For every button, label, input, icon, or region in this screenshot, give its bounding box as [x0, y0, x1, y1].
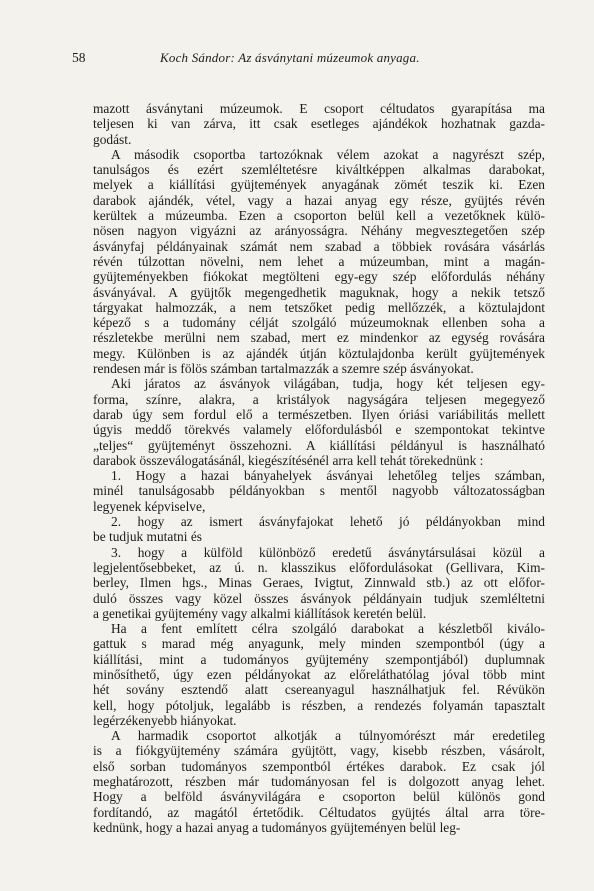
paragraph-start-line: Aki járatos az ásványok világában, tudja, hogy két teljesen egy-: [111, 376, 545, 392]
paragraph-start-line: A harmadik csoportot alkotják a túlnyomórészt már eredetileg: [111, 728, 545, 744]
text-line: teljesen ki van zárva, itt csak esetleges ajándékok hozhatnak gazda-: [93, 116, 545, 132]
text-line: megy. Különben is az ajándék útján köztulajdonba került gyüjtemények: [93, 345, 545, 361]
text-line: tanulságos és ezért szemléltetésre kiváltképpen alkalmas darabokat,: [93, 162, 545, 178]
text-line: nösen nagyon vigyázni az arányosságra. Néhány megvesztegetően szép: [93, 223, 545, 239]
text-line: „teljes“ gyüjteményt összehozni. A kiállítási példányul is használható: [93, 437, 545, 453]
text-line: ásványfaj példányainak számát nem szabad a többiek rovására vásárlás: [93, 238, 545, 254]
text-line: hét sovány esztendő alatt csereanyagul használhatjuk fel. Révükön: [93, 682, 545, 698]
text-line: révén túlzottan növelni, nem lehet a múzeumban, mint a magán-: [93, 253, 545, 269]
text-line: ásványával. A gyüjtők megengedhetik maguknak, hogy a nekik tetsző: [93, 284, 545, 300]
text-line: darabok összeválogatásánál, kiegészítésénél arra kell tehát törekednünk :: [93, 452, 484, 468]
text-line: duló összes vagy közel összes ásványok példányain tudjuk szemléltetni: [93, 590, 545, 606]
text-line: tárgyakat halmozzák, a nem tetszőket pedig mellőzzék, a köztulajdont: [93, 299, 545, 315]
text-line: úgyis meddő törekvés valamely előfordulásból e szempontokat tekintve: [93, 422, 545, 438]
text-line: darab úgy sem fordul elő a természetben. Ilyen óriási variábilitás mellett: [93, 406, 545, 422]
text-line: minél tanulságosabb példányokban s mentől nagyobb változatosságban: [93, 483, 545, 499]
text-line: Hogy a belföld ásványvilágára e csoporton belül különös gond: [93, 789, 545, 805]
text-line: kiállítási, mint a tudományos gyüjtemény szempontjából) duplumnak: [93, 651, 545, 667]
text-line: a genetikai gyüjtemény vagy alkalmi kiállítások keretén belül.: [93, 605, 427, 621]
page-header: [72, 50, 542, 70]
text-line: legérzékenyebb hiányokat.: [93, 712, 237, 728]
text-line: legyenek képviselve,: [93, 498, 206, 514]
list-item-line: 3. hogy a külföld különböző eredetű ásványtársulásai közül a: [111, 544, 545, 560]
text-line: gyüjteményekben fiókokat megtölteni egy-egy szép előfordulás néhány: [93, 269, 545, 285]
text-line: fordítandó, az magától értetődik. Céltudatos gyüjtés által arra töre-: [93, 804, 545, 820]
paragraph-start-line: Ha a fent említett célra szolgáló darabokat a készletből kiválo-: [111, 621, 545, 637]
text-line: legjelentősebbeket, az ú. n. klasszikus előfordulásokat (Gellivara, Kim-: [93, 559, 545, 575]
page-number: 58: [72, 50, 86, 65]
text-line: berley, Ilmen hgs., Minas Geraes, Ivigtut, Zinnwald stb.) az ott előfor-: [93, 575, 545, 591]
list-item-line: 2. hogy az ismert ásványfajokat lehető jó példányokban mind: [111, 514, 545, 530]
text-line: kell, hogy pótoljuk, legalább is részben, a rendezés folyamán tapasztalt: [93, 697, 545, 713]
body-text: [93, 101, 545, 835]
text-line: rendesen már is fölös számban tartalmazzák a szemre szép ásványokat.: [93, 361, 474, 377]
text-line: meghatározott, részben már tudományosan fel is dolgozott anyag lehet.: [93, 774, 545, 790]
running-title: Koch Sándor: Az ásványtani múzeumok anyaga.: [160, 50, 420, 65]
text-line: forma, színre, alakra, a kristályok nagyságára teljesen megegyező: [93, 391, 545, 407]
text-line: részletekbe merülni nem szabad, mert ez mindenkor az egység rovására: [93, 330, 545, 346]
text-line: kednünk, hogy a hazai anyag a tudományos gyüjteményen belül leg-: [93, 819, 461, 835]
text-line: képező s a tudomány célját szolgáló múzeumoknak ellenben soha a: [93, 315, 545, 331]
list-item-line: 1. Hogy a hazai bányahelyek ásványai lehetőleg teljes számban,: [111, 468, 545, 484]
text-line: darabok ajándék, vétel, vagy a hazai anyag egy része, gyüjtés révén: [93, 192, 545, 208]
text-line: minősíthető, úgy ezen példányokat az előreláthatólag jóval több mint: [93, 666, 545, 682]
text-line: godást.: [93, 131, 132, 147]
text-line: kerültek a múzeumba. Ezen a csoporton belül kell a vezetőknek külö-: [93, 208, 545, 224]
text-line: mazott ásványtani múzeumok. E csoport céltudatos gyarapítása ma: [93, 101, 545, 116]
text-line: első sorban tudományos szempontból értékes darabok. Ez csak jól: [93, 758, 545, 774]
paragraph-start-line: A második csoportba tartozóknak vélem azokat a nagyrészt szép,: [111, 146, 545, 162]
text-line: be tudjuk mutatni és: [93, 529, 202, 545]
text-line: melyek a kiállítási gyüjtemények anyagának zömét teszik ki. Ezen: [93, 177, 545, 193]
text-line: is a fiókgyüjtemény számára gyüjtött, vagy, kisebb részben, vásárolt,: [93, 743, 545, 759]
text-line: gattuk s marad még anyagunk, mely minden szempontból (úgy a: [93, 636, 545, 652]
